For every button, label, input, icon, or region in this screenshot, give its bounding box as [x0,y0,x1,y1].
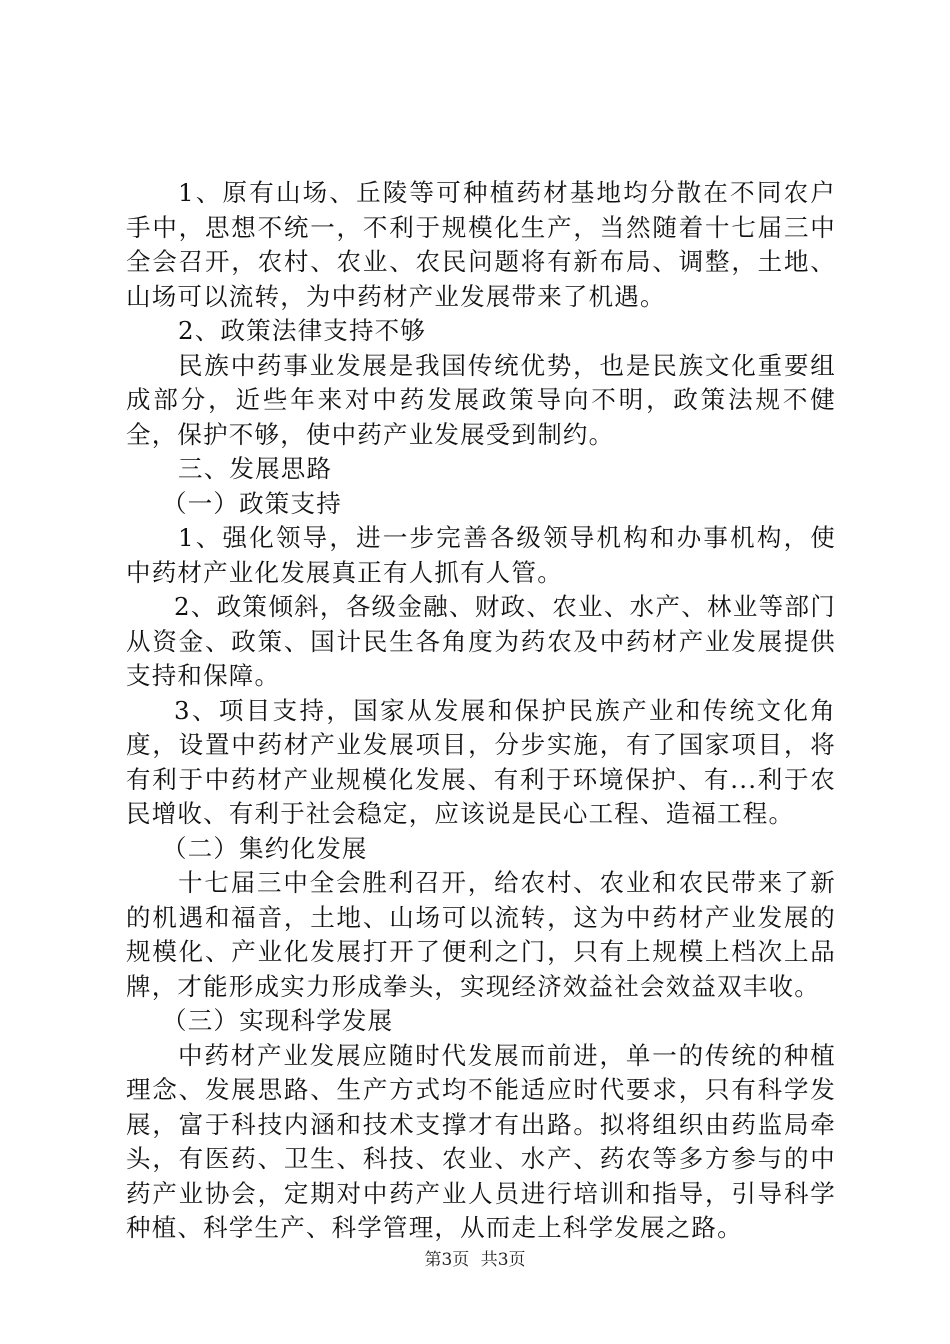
paragraph-policy-law-heading: 2、政策法律支持不够 [178,316,427,345]
subsection-heading-intensive-development: （二）集约化发展 [162,833,368,863]
paragraph-strengthen-leadership: 1、强化领导，进一步完善各级领导机构和办事机构，使中药材产业化发展真正有人抓有人管。 [126,523,836,587]
paragraph-policy-law-body: 民族中药事业发展是我国传统优势，也是民族文化重要组成部分，近些年来对中药发展政策导向不明，政策法规不健全，保护不够，使中药产业发展受到制约。 [126,350,836,449]
page-number: 第3页 [424,1250,470,1270]
page-footer [0,1245,950,1270]
page-total: 共3页 [480,1250,526,1270]
subsection-heading-policy-support: （一）政策支持 [162,488,342,518]
section-heading-development-ideas: 三、发展思路 [178,454,333,483]
paragraph-policy-tilt: 2、政策倾斜，各级金融、财政、农业、水产、林业等部门从资金、政策、国计民生各角度为药农及中药材产业发展提供支持和保障。 [126,592,836,690]
paragraph-scientific-development: 中药材产业发展应随时代发展而前进，单一的传统的种植理念、发展思路、生产方式均不能适应时代要求，只有科学发展，富于科技内涵和技术支撑才有出路。拟将组织由药监局牵头，有医药、卫生、科技、农业、水产、药农等多方参与的中药产业协会，定期对中药产业人员进行培训和指导，引导科学种植、科学生产、科学管理，从而走上科学发展之路。 [126,1040,836,1242]
paragraph-intensive-development: 十七届三中全会胜利召开，给农村、农业和农民带来了新的机遇和福音，土地、山场可以流转，这为中药材产业发展的规模化、产业化发展打开了便利之门，只有上规模上档次上品牌，才能形成实力形成拳头，实现经济效益社会效益双丰收。 [126,868,836,1001]
document-body [126,176,836,1246]
subsection-heading-scientific-development: （三）实现科学发展 [162,1006,394,1035]
paragraph-scattered-land: 1、原有山场、丘陵等可种植药材基地均分散在不同农户手中，思想不统一，不利于规模化生产，当然随着十七届三中全会召开，农村、农业、农民问题将有新布局、调整，土地、山场可以流转，为中药材产业发展带来了机遇。 [126,178,836,311]
paragraph-project-support: 3、项目支持，国家从发展和保护民族产业和传统文化角度，设置中药材产业发展项目，分步实施，有了国家项目，将有利于中药材产业规模化发展、有利于环境保护、有...利于农民增收、有利于社会稳定，应该说是民心工程、造福工程。 [126,695,836,828]
